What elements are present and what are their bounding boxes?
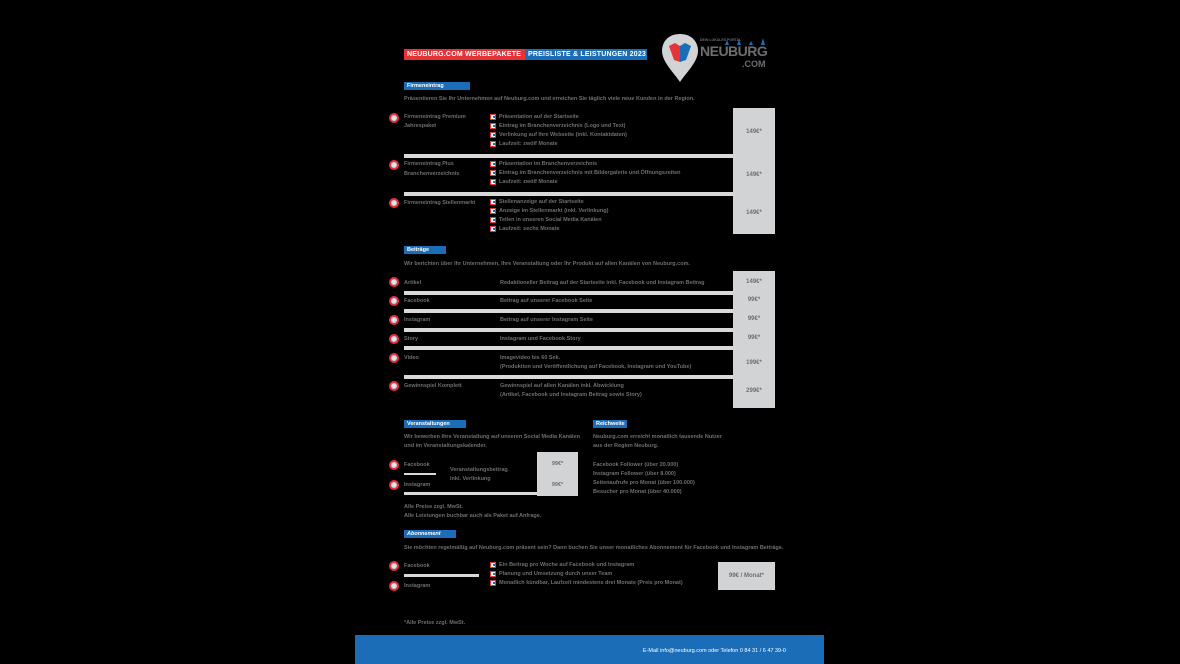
radio-gewinnspiel[interactable] xyxy=(389,381,399,391)
logo xyxy=(660,32,780,84)
section-intro-abonnement: Sie möchten regelmäßig auf Neuburg.com präsent sein? Dann buchen Sie unser monatliches Abonnement für Facebook und Instagram Beiträge. xyxy=(404,545,784,551)
section-heading-reichweite: Reichweite xyxy=(593,420,627,428)
reichweite-stat: Facebook Follower (über 20.000) xyxy=(593,462,679,468)
checkbox-icon xyxy=(490,580,496,586)
checkbox-icon xyxy=(490,199,496,205)
item-name: Firmeneintrag Plus xyxy=(404,161,454,167)
item-desc-line2: (Produktion und Veröffentlichung auf Facebook, Instagram und YouTube) xyxy=(500,364,692,370)
logo-sub-text: .COM xyxy=(742,59,766,69)
logo-top-text: DEIN LOKALES PORTAL xyxy=(700,38,742,42)
feature-list: Präsentation auf der Startseite Eintrag im Branchenverzeichnis (Logo und Text) Verlinkung auf Ihre Webseite (inkl. Kontaktdaten) Laufzeit: zwölf Monate xyxy=(490,113,627,149)
item-desc: Beitrag auf unserer Instagram Seite xyxy=(500,317,593,323)
checkbox-icon xyxy=(490,161,496,167)
feature-list: Ein Beitrag pro Woche auf Facebook und Instagram Planung und Umsetzung durch unser Team Monatlich kündbar, Laufzeit mindestens drei Monate (Preis pro Monat) xyxy=(490,561,683,588)
price: 99€* xyxy=(551,482,564,488)
section-intro-beitraege: Wir berichten über Ihr Unternehmen, Ihre Veranstaltung oder Ihr Produkt auf allen Kanälen von Neuburg.com. xyxy=(404,261,690,267)
item-name: Firmeneintrag Stellenmarkt xyxy=(404,200,476,206)
item-name: Instagram xyxy=(404,583,431,589)
item-name: Artikel xyxy=(404,280,422,286)
price-column-veranstaltungen xyxy=(537,452,578,496)
price: 99€* xyxy=(747,316,761,322)
price: 99€* xyxy=(551,461,564,467)
footer-contact: E-Mail info@neuburg.com oder Telefon 0 84 31 / 6 47 39-0 xyxy=(642,648,786,654)
radio-facebook[interactable] xyxy=(389,296,399,306)
radio-instagram[interactable] xyxy=(389,315,399,325)
radio-abo-instagram[interactable] xyxy=(389,581,399,591)
checkbox-icon xyxy=(490,170,496,176)
reichweite-intro-line2: aus der Region Neuburg. xyxy=(593,443,659,449)
checkbox-icon xyxy=(490,208,496,214)
checkbox-icon xyxy=(490,226,496,232)
divider xyxy=(404,375,733,379)
item-name-line2: Jahrespaket xyxy=(404,123,437,129)
veranstaltung-desc-line2: inkl. Verlinkung xyxy=(450,476,491,482)
footer-bar xyxy=(355,635,824,664)
radio-veranstaltung-instagram[interactable] xyxy=(389,480,399,490)
price: 299€* xyxy=(746,388,762,394)
section-intro-line1: Wir bewerben Ihre Veranstaltung auf unseren Social Media Kanälen xyxy=(404,434,580,440)
item-name: Instagram xyxy=(404,482,431,488)
divider xyxy=(404,346,733,350)
item-desc: Beitrag auf unserer Facebook Seite xyxy=(500,298,593,304)
checkbox-icon xyxy=(490,571,496,577)
radio-veranstaltung-facebook[interactable] xyxy=(389,460,399,470)
divider xyxy=(404,309,733,313)
item-name: Firmeneintrag Premium xyxy=(404,114,466,120)
section-intro-firmeneintrag: Präsentieren Sie Ihr Unternehmen auf Neuburg.com und erreichen Sie täglich viele neue Kunden in der Region. xyxy=(404,96,695,102)
item-desc: Redaktioneller Beitrag auf der Startseite inkl. Facebook und Instagram Beitrag xyxy=(500,280,705,286)
footnote: *Alle Preise zzgl. MwSt. xyxy=(404,620,466,626)
divider xyxy=(404,192,733,196)
item-name: Story xyxy=(404,336,419,342)
item-desc-line2: (Artikel, Facebook und Instagram Beitrag sowie Story) xyxy=(500,392,642,398)
section-heading-abonnement: Abonnement xyxy=(404,530,456,538)
divider xyxy=(404,473,436,475)
section-heading-beitraege: Beiträge xyxy=(404,246,446,254)
checkbox-icon xyxy=(490,179,496,185)
note-line2: Alle Leistungen buchbar auch als Paket auf Anfrage. xyxy=(404,513,542,519)
item-name: Facebook xyxy=(404,563,430,569)
price: 149€* xyxy=(746,279,762,285)
checkbox-icon xyxy=(490,123,496,129)
checkbox-icon xyxy=(490,217,496,223)
skyline-icon xyxy=(715,32,775,38)
radio-firmeneintrag-stellenmarkt[interactable] xyxy=(389,198,399,208)
price: 149€* xyxy=(746,129,762,135)
divider xyxy=(404,291,733,295)
divider xyxy=(404,154,733,158)
price: 149€* xyxy=(746,210,762,216)
item-name: Facebook xyxy=(404,462,430,468)
item-name: Instagram xyxy=(404,317,431,323)
checkbox-icon xyxy=(490,114,496,120)
radio-firmeneintrag-premium[interactable] xyxy=(389,113,399,123)
item-desc: Instagram und Facebook Story xyxy=(500,336,581,342)
divider xyxy=(404,574,479,577)
item-name-line2: Branchenverzeichnis xyxy=(404,171,460,177)
section-heading-firmeneintrag: Firmeneintrag xyxy=(404,82,470,90)
item-desc: Gewinnspiel auf allen Kanälen inkl. Abwicklung xyxy=(500,383,624,389)
item-name: Gewinnspiel Komplett xyxy=(404,383,462,389)
section-intro-line2: und im Veranstaltungskalender. xyxy=(404,443,487,449)
title-red-bar: NEUBURG.COM WERBEPAKETE xyxy=(404,49,525,60)
checkbox-icon xyxy=(490,141,496,147)
item-name: Video xyxy=(404,355,419,361)
radio-story[interactable] xyxy=(389,334,399,344)
reichweite-stat: Instagram Follower (über 8.000) xyxy=(593,471,676,477)
veranstaltung-desc-line1: Veranstaltungsbeitrag xyxy=(450,467,508,473)
price: 199€* xyxy=(746,360,762,366)
feature-list: Präsentation im Branchenverzeichnis Eintrag im Branchenverzeichnis mit Bildergalerie und Öffnungszeiten Laufzeit: zwölf Monate xyxy=(490,160,681,187)
item-desc: Imagevideo bis 60 Sek. xyxy=(500,355,561,361)
title-blue-bar: PREISLISTE & LEISTUNGEN 2023 xyxy=(525,49,647,60)
reichweite-stat: Besucher pro Monat (über 40.000) xyxy=(593,489,682,495)
price-list-page xyxy=(355,0,824,664)
price: 149€* xyxy=(746,172,762,178)
logo-main-text: NEUBURG xyxy=(700,43,768,59)
price: 99€* xyxy=(747,335,761,341)
note-line1: Alle Preise zzgl. MwSt. xyxy=(404,504,463,510)
radio-video[interactable] xyxy=(389,353,399,363)
checkbox-icon xyxy=(490,562,496,568)
checkbox-icon xyxy=(490,132,496,138)
radio-firmeneintrag-plus[interactable] xyxy=(389,160,399,170)
radio-artikel[interactable] xyxy=(389,277,399,287)
section-heading-veranstaltungen: Veranstaltungen xyxy=(404,420,466,428)
price: 99€ / Monat* xyxy=(728,573,764,579)
item-name: Facebook xyxy=(404,298,430,304)
map-pin-icon xyxy=(660,32,700,84)
divider xyxy=(404,328,733,332)
reichweite-intro-line1: Neuburg.com erreicht monatlich tausende Nutzer xyxy=(593,434,722,440)
price: 99€* xyxy=(747,297,761,303)
divider xyxy=(404,492,537,495)
feature-list: Stellenanzeige auf der Startseite Anzeige im Stellenmarkt (inkl. Verlinkung) Teilen in unseren Social Media Kanälen Laufzeit: sechs Monate xyxy=(490,198,608,234)
radio-abo-facebook[interactable] xyxy=(389,561,399,571)
reichweite-stat: Seitenaufrufe pro Monat (über 100.000) xyxy=(593,480,695,486)
